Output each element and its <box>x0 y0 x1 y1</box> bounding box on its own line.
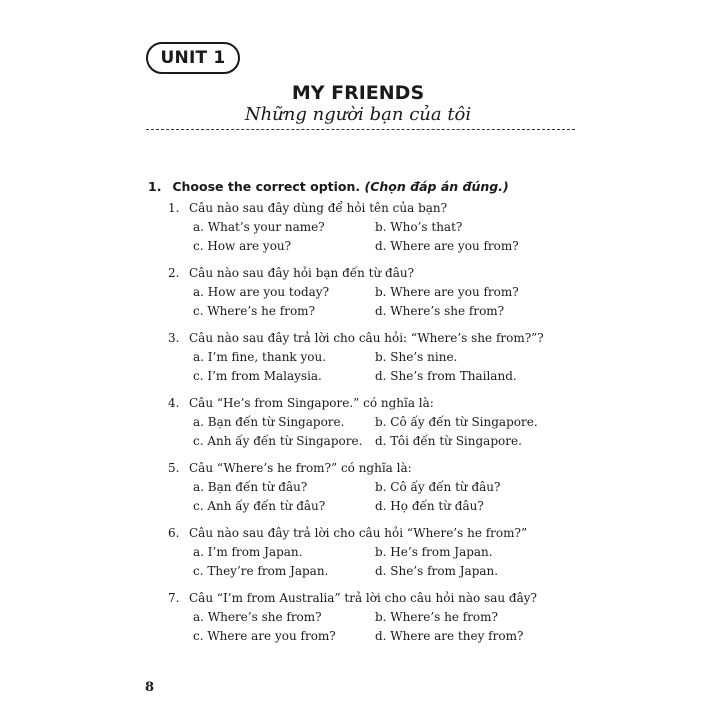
section-instruction-hint: (Chọn đáp án đúng.) <box>364 179 509 194</box>
question-prompt: Câu “I’m from Australia” trả lời cho câu hỏi nào sau đây? <box>189 591 537 605</box>
option-a[interactable]: a. What’s your name? <box>193 220 325 234</box>
page-number: 8 <box>145 680 155 695</box>
option-a[interactable]: a. Bạn đến từ Singapore. <box>193 415 345 429</box>
question-prompt: Câu nào sau đây hỏi bạn đến từ đâu? <box>189 266 415 280</box>
options-grid <box>193 348 588 386</box>
question-2 <box>168 264 588 321</box>
unit-subtitle: Những người bạn của tôi <box>244 104 472 125</box>
option-d[interactable]: d. Where’s she from? <box>375 304 505 318</box>
option-c[interactable]: c. I’m from Malaysia. <box>193 369 322 383</box>
options-grid <box>193 413 588 451</box>
option-c[interactable]: c. Anh ấy đến từ Singapore. <box>193 434 363 448</box>
options-grid <box>193 543 588 581</box>
question-1 <box>168 199 588 256</box>
option-a[interactable]: a. I’m fine, thank you. <box>193 350 327 364</box>
question-text <box>168 589 588 608</box>
unit-title: MY FRIENDS <box>291 82 425 104</box>
question-text <box>168 264 588 283</box>
option-d[interactable]: d. Tôi đến từ Singapore. <box>375 434 522 448</box>
question-text <box>168 459 588 478</box>
question-prompt: Câu nào sau đây trả lời cho câu hỏi: “Where’s she from?”? <box>189 331 544 345</box>
unit-badge <box>146 42 240 74</box>
option-a[interactable]: a. Where’s she from? <box>193 610 322 624</box>
option-c[interactable]: c. Where’s he from? <box>193 304 315 318</box>
option-b[interactable]: b. Where are you from? <box>375 285 519 299</box>
options-grid <box>193 608 588 646</box>
unit-label: UNIT 1 <box>160 48 226 68</box>
question-7 <box>168 589 588 646</box>
question-3 <box>168 329 588 386</box>
section-instruction: Choose the correct option. <box>172 179 361 194</box>
question-prompt: Câu “He’s from Singapore.” có nghĩa là: <box>189 396 434 410</box>
section-heading <box>148 179 509 194</box>
option-a[interactable]: a. How are you today? <box>193 285 330 299</box>
option-c[interactable]: c. Where are you from? <box>193 629 336 643</box>
options-grid <box>193 218 588 256</box>
options-grid <box>193 478 588 516</box>
option-b[interactable]: b. Cô ấy đến từ đâu? <box>375 480 501 494</box>
option-c[interactable]: c. How are you? <box>193 239 292 253</box>
question-text <box>168 329 588 348</box>
question-number: 7. <box>168 591 180 605</box>
options-grid <box>193 283 588 321</box>
question-prompt: Câu nào sau đây dùng để hỏi tên của bạn? <box>189 201 448 215</box>
option-d[interactable]: d. Where are you from? <box>375 239 519 253</box>
question-number: 2. <box>168 266 180 280</box>
dashed-divider <box>146 129 575 130</box>
option-d[interactable]: d. Where are they from? <box>375 629 524 643</box>
option-b[interactable]: b. Where’s he from? <box>375 610 498 624</box>
question-text <box>168 394 588 413</box>
question-4 <box>168 394 588 451</box>
question-5 <box>168 459 588 516</box>
question-number: 5. <box>168 461 180 475</box>
option-b[interactable]: b. Who’s that? <box>375 220 463 234</box>
question-number: 4. <box>168 396 180 410</box>
question-number: 6. <box>168 526 180 540</box>
section-number: 1. <box>148 179 162 194</box>
option-a[interactable]: a. Bạn đến từ đâu? <box>193 480 308 494</box>
option-b[interactable]: b. She’s nine. <box>375 350 458 364</box>
option-c[interactable]: c. Anh ấy đến từ đâu? <box>193 499 326 513</box>
option-c[interactable]: c. They’re from Japan. <box>193 564 329 578</box>
question-number: 3. <box>168 331 180 345</box>
question-number: 1. <box>168 201 180 215</box>
question-6 <box>168 524 588 581</box>
question-prompt: Câu nào sau đây trả lời cho câu hỏi “Where’s he from?” <box>189 526 528 540</box>
option-b[interactable]: b. He’s from Japan. <box>375 545 493 559</box>
option-b[interactable]: b. Cô ấy đến từ Singapore. <box>375 415 538 429</box>
option-d[interactable]: d. She’s from Japan. <box>375 564 499 578</box>
option-d[interactable]: d. Họ đến từ đâu? <box>375 499 484 513</box>
question-text <box>168 199 588 218</box>
option-a[interactable]: a. I’m from Japan. <box>193 545 303 559</box>
question-text <box>168 524 588 543</box>
question-prompt: Câu “Where’s he from?” có nghĩa là: <box>189 461 412 475</box>
option-d[interactable]: d. She’s from Thailand. <box>375 369 517 383</box>
